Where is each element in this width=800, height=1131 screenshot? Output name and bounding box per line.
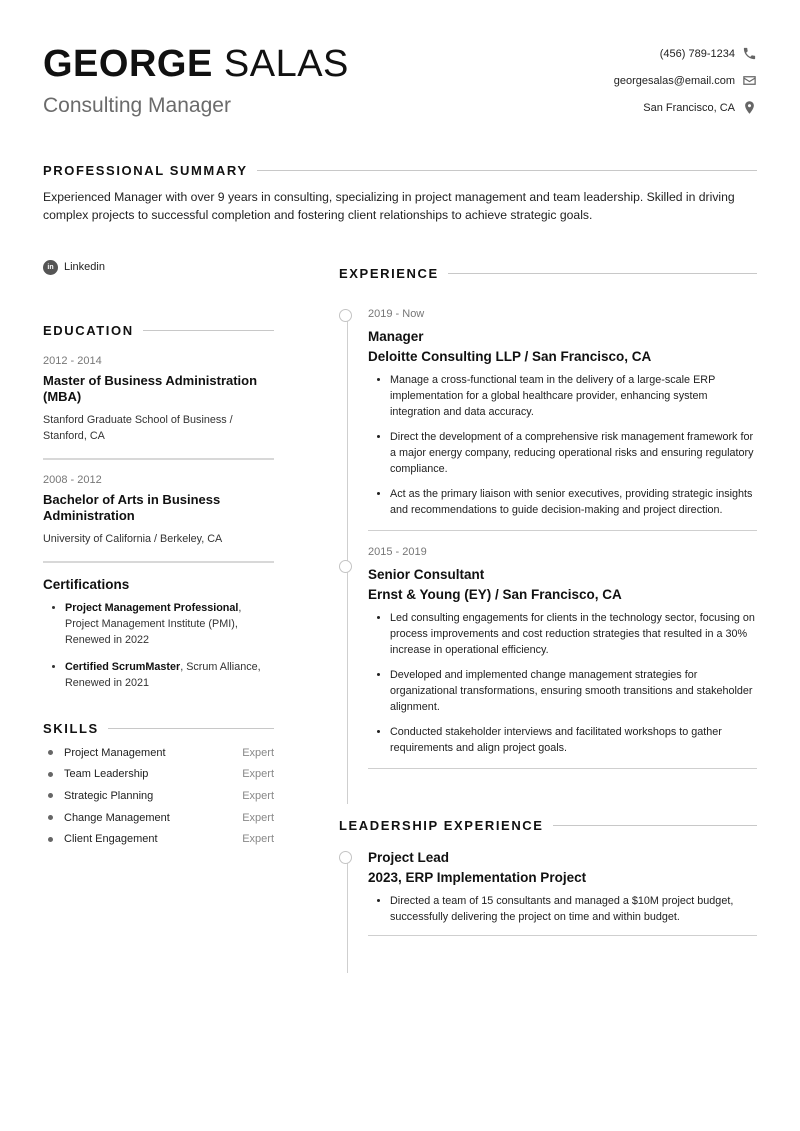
skills-heading: SKILLS (43, 721, 99, 736)
education-heading-row (43, 323, 274, 338)
contact-info (614, 40, 757, 121)
bullet-item: • Act as the primary liaison with senior executives, providing strategic insights and recommendations to guide decision-making and project direction. (390, 486, 757, 518)
summary-heading: PROFESSIONAL SUMMARY (43, 163, 248, 178)
first-name: GEORGE (43, 43, 213, 85)
resume-header (43, 40, 757, 130)
skill-level: Expert (242, 768, 274, 781)
bullet-icon (48, 793, 53, 798)
skill-row (43, 828, 274, 850)
experience-dates: 2015 - 2019 (368, 546, 427, 558)
leadership-heading-row (339, 818, 757, 833)
bullet-icon (48, 815, 53, 820)
leadership-divider (553, 825, 757, 826)
education-item (43, 355, 274, 460)
experience-bullets (368, 610, 757, 756)
leadership-role: Project Lead (368, 850, 450, 865)
summary-divider (257, 170, 757, 171)
leadership-heading: LEADERSHIP EXPERIENCE (339, 818, 544, 833)
education-item (43, 474, 274, 563)
summary-heading-row (43, 163, 757, 178)
contact-email[interactable] (614, 67, 757, 94)
last-name: SALAS (223, 43, 349, 85)
experience-company: Deloitte Consulting LLP / San Francisco, CA (368, 349, 652, 364)
skill-row (43, 807, 274, 829)
location-text: San Francisco, CA (643, 101, 735, 114)
skill-name: Change Management (64, 811, 170, 824)
skills-heading-row (43, 721, 274, 736)
experience-heading-row (339, 266, 757, 281)
certifications-heading: Certifications (43, 577, 130, 592)
bullet-item: • Led consulting engagements for clients in the technology sector, focusing on process improvements and cost reduction strategies that resulted in a 30% increase in operational efficiency. (390, 610, 757, 658)
skill-name: Client Engagement (64, 833, 158, 846)
bullet-item: • Direct the development of a comprehensive risk management framework for a major energy company, reducing operational risks and ensuring regulatory compliance. (390, 429, 757, 477)
certification-detail: , Scrum Alliance, Renewed in 2021 (65, 661, 261, 689)
entry-divider (368, 768, 757, 769)
phone-text: (456) 789-1234 (659, 47, 735, 60)
education-list (43, 355, 274, 563)
entry-divider (368, 935, 757, 936)
skill-name: Team Leadership (64, 768, 149, 781)
timeline-line (347, 863, 348, 973)
job-title: Consulting Manager (43, 94, 231, 117)
education-heading: EDUCATION (43, 323, 134, 338)
skill-level: Expert (242, 789, 274, 802)
professional-summary-section (43, 163, 757, 224)
map-pin-icon (742, 100, 757, 115)
timeline-node-icon (339, 309, 352, 322)
experience-dates: 2019 - Now (368, 308, 425, 320)
skill-name: Project Management (64, 746, 166, 759)
education-dates: 2012 - 2014 (43, 355, 102, 367)
leadership-item (368, 850, 757, 936)
skills-divider (108, 728, 274, 729)
skill-row (43, 764, 274, 786)
bullet-item: • Conducted stakeholder interviews and facilitated workshops to gather requirements and align project goals. (390, 724, 757, 756)
experience-company: Ernst & Young (EY) / San Francisco, CA (368, 587, 622, 602)
linkedin-link[interactable] (43, 258, 274, 276)
envelope-icon (742, 73, 757, 88)
timeline-line (347, 310, 348, 804)
education-degree: Bachelor of Arts in Business Administration (43, 492, 221, 523)
certification-detail: , Project Management Institute (PMI), Renewed in 2022 (65, 602, 242, 646)
experience-role: Manager (368, 329, 424, 344)
education-divider (143, 330, 274, 331)
contact-phone[interactable] (614, 40, 757, 67)
summary-text: Experienced Manager with over 9 years in consulting, specializing in project management and team leadership. Skilled in driving complex projects to successful completion and fostering client relationships to achieve strategic goals. (43, 190, 735, 222)
linkedin-icon: in (43, 260, 58, 275)
timeline-node-icon (339, 851, 352, 864)
certification-item (65, 600, 274, 648)
leadership-bullets (368, 893, 757, 925)
leadership-section (339, 818, 757, 936)
leadership-project: 2023, ERP Implementation Project (368, 870, 587, 885)
experience-heading: EXPERIENCE (339, 266, 439, 281)
skill-level: Expert (242, 833, 274, 846)
experience-item (368, 297, 757, 531)
education-dates: 2008 - 2012 (43, 474, 102, 486)
skill-level: Expert (242, 811, 274, 824)
bullet-item: • Directed a team of 15 consultants and managed a $10M project budget, successfully delivering the project on time and within budget. (390, 893, 757, 925)
experience-section (339, 266, 757, 769)
certifications-list (43, 600, 274, 691)
experience-role: Senior Consultant (368, 567, 485, 582)
bullet-icon (48, 772, 53, 777)
certification-item (65, 659, 274, 691)
experience-item (368, 531, 757, 769)
education-school: Stanford Graduate School of Business / Stanford, CA (43, 414, 233, 442)
education-school: University of California / Berkeley, CA (43, 533, 223, 545)
phone-icon (742, 46, 757, 61)
bullet-icon (48, 837, 53, 842)
education-degree: Master of Business Administration (MBA) (43, 373, 258, 404)
experience-timeline (339, 297, 757, 769)
linkedin-label: Linkedin (64, 261, 105, 273)
left-column (43, 258, 274, 850)
leadership-timeline (339, 850, 757, 936)
timeline-node-icon (339, 560, 352, 573)
experience-divider (448, 273, 757, 274)
skill-row (43, 785, 274, 807)
bullet-icon (48, 750, 53, 755)
certification-name: Project Management Professional (65, 602, 239, 614)
experience-bullets (368, 372, 757, 518)
skill-name: Strategic Planning (64, 789, 154, 802)
skills-list (43, 742, 274, 850)
contact-location (614, 94, 757, 121)
bullet-item: • Manage a cross-functional team in the delivery of a large-scale ERP implementation for a global healthcare provider, enhancing system integration and data accuracy. (390, 372, 757, 420)
skill-row (43, 742, 274, 764)
email-text: georgesalas@email.com (613, 74, 735, 87)
certification-name: Certified ScrumMaster (65, 661, 181, 673)
bullet-item: • Developed and implemented change management strategies for organizational transformations, ensuring smooth transitions and stakeholder alignment. (390, 667, 757, 715)
skill-level: Expert (242, 746, 274, 759)
